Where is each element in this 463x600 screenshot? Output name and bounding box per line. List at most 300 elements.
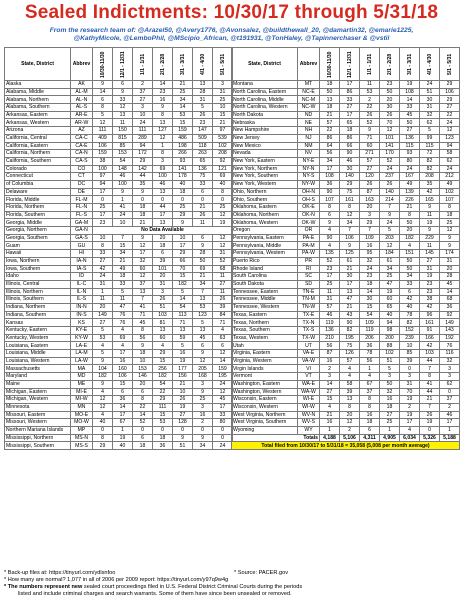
count-cell: 57 <box>340 357 360 365</box>
count-cell: 115 <box>420 142 440 150</box>
count-cell: 6 <box>360 426 380 434</box>
count-cell: 8 <box>153 111 173 119</box>
count-cell: 9 <box>133 234 153 242</box>
count-cell: 29 <box>440 96 460 104</box>
count-cell: 6 <box>193 234 213 242</box>
district-name: Michigan, Eastern <box>5 388 71 396</box>
count-cell: 4 <box>213 327 233 335</box>
count-cell: 172 <box>133 150 153 158</box>
count-cell: 210 <box>320 334 340 342</box>
count-cell: 14 <box>113 403 133 411</box>
district-abbrev: CA-C <box>71 134 93 142</box>
count-cell: 90 <box>320 234 340 242</box>
count-cell: 52 <box>320 257 340 265</box>
count-cell: 11 <box>213 273 233 281</box>
count-cell: 38 <box>420 296 440 304</box>
district-name: Arizona <box>5 127 71 135</box>
count-cell: 11 <box>193 219 213 227</box>
count-cell: 37 <box>133 88 153 96</box>
count-cell: 11 <box>360 81 380 89</box>
count-cell: 71 <box>173 319 193 327</box>
count-cell: 94 <box>440 142 460 150</box>
district-abbrev: OR <box>298 227 320 235</box>
district-abbrev: GA-N <box>71 227 93 235</box>
district-abbrev: OK-N <box>298 211 320 219</box>
count-cell: 136 <box>193 165 213 173</box>
district-name: Idaho <box>5 273 71 281</box>
table-row <box>5 173 233 181</box>
district-name: Oklahoma, Eastern <box>232 204 298 212</box>
count-cell: 0 <box>193 426 213 434</box>
count-cell: 17 <box>340 280 360 288</box>
table-row <box>5 250 233 258</box>
count-cell: 13 <box>193 296 213 304</box>
district-name: Ohio, Southern <box>232 196 298 204</box>
count-cell: 54 <box>153 380 173 388</box>
count-cell: 237 <box>380 173 400 181</box>
count-cell: 128 <box>173 419 193 427</box>
count-cell: 182 <box>93 373 113 381</box>
count-cell: 0 <box>213 434 233 442</box>
district-name: Pennsylvania, Middle <box>232 242 298 250</box>
count-cell: 26 <box>153 296 173 304</box>
count-cell: 198 <box>173 142 193 150</box>
district-abbrev: WA-W <box>298 388 320 396</box>
no-data-cell: No Data Available <box>93 227 233 235</box>
table-row <box>232 104 460 112</box>
count-cell: 30 <box>420 96 440 104</box>
count-cell: 127 <box>153 127 173 135</box>
count-cell: 160 <box>113 365 133 373</box>
count-cell: 42 <box>420 303 440 311</box>
count-cell: 44 <box>420 357 440 365</box>
total-cell: 4,905 <box>380 434 400 442</box>
count-cell: 28 <box>193 250 213 258</box>
count-cell: 126 <box>340 350 360 358</box>
count-cell: 11 <box>213 288 233 296</box>
count-cell: 21 <box>340 303 360 311</box>
district-abbrev: OH-N <box>298 188 320 196</box>
count-cell: 12 <box>213 211 233 219</box>
table-row <box>5 134 233 142</box>
district-name: Ohio, Northern <box>232 188 298 196</box>
district-abbrev: MP <box>71 426 93 434</box>
count-cell: 42 <box>400 296 420 304</box>
count-cell: 50 <box>320 88 340 96</box>
count-cell: 17 <box>320 165 340 173</box>
district-name: New York, Eastern <box>232 157 298 165</box>
count-cell: 37 <box>360 388 380 396</box>
district-abbrev: OK-E <box>298 204 320 212</box>
count-cell: 14 <box>400 96 420 104</box>
count-cell: 24 <box>380 165 400 173</box>
count-cell: 17 <box>340 111 360 119</box>
district-name: New Jersey <box>232 134 298 142</box>
count-cell: 27 <box>420 257 440 265</box>
count-cell: 27 <box>133 96 153 104</box>
count-cell: 47 <box>113 303 133 311</box>
count-cell: 5 <box>173 288 193 296</box>
count-cell: 30 <box>340 273 360 281</box>
count-cell: 14 <box>173 104 193 112</box>
district-abbrev: WI-E <box>298 396 320 404</box>
district-name: New York, Southern <box>232 173 298 181</box>
count-cell: 21 <box>113 257 133 265</box>
count-cell: 15 <box>153 411 173 419</box>
district-abbrev: IL-C <box>71 280 93 288</box>
table-row <box>232 227 460 235</box>
table-row <box>5 196 233 204</box>
count-cell: 40 <box>113 442 133 450</box>
count-cell: 50 <box>400 219 420 227</box>
district-abbrev: LA-E <box>71 342 93 350</box>
district-name: Delaware <box>5 188 71 196</box>
table-row <box>232 242 460 250</box>
count-cell: 56 <box>320 150 340 158</box>
count-cell: 24 <box>93 273 113 281</box>
count-cell: 0 <box>93 196 113 204</box>
table-row <box>5 334 233 342</box>
left-table <box>4 47 233 450</box>
totals-label: Totals <box>232 434 320 442</box>
count-cell: 21 <box>320 411 340 419</box>
count-cell: 52 <box>380 157 400 165</box>
count-cell: 39 <box>400 357 420 365</box>
district-abbrev: MD <box>71 373 93 381</box>
right-table <box>231 47 460 450</box>
count-cell: 92 <box>213 157 233 165</box>
count-cell: 33 <box>113 96 133 104</box>
count-cell: 64 <box>320 142 340 150</box>
district-abbrev: GA-S <box>71 234 93 242</box>
count-cell: 8 <box>93 434 113 442</box>
count-cell: 29 <box>93 442 113 450</box>
count-cell: 23 <box>420 280 440 288</box>
count-cell: 0 <box>440 388 460 396</box>
table-row <box>5 265 233 273</box>
count-cell: 146 <box>133 373 153 381</box>
district-name: Kentucky, Eastern <box>5 327 71 335</box>
count-cell: 13 <box>193 81 213 89</box>
district-name: Georgia, Southern <box>5 234 71 242</box>
count-cell: 18 <box>340 127 360 135</box>
table-row <box>5 96 233 104</box>
district-name: Puerto Rico <box>232 257 298 265</box>
district-abbrev: MT <box>298 81 320 89</box>
count-cell: 14 <box>133 411 153 419</box>
count-cell: 142 <box>133 165 153 173</box>
count-cell: 29 <box>133 157 153 165</box>
count-cell: 22 <box>133 403 153 411</box>
count-cell: 163 <box>360 196 380 204</box>
count-cell: 1 <box>93 288 113 296</box>
count-cell: 9 <box>193 388 213 396</box>
district-name: Indiana, Southern <box>5 311 71 319</box>
count-cell: 11 <box>113 296 133 304</box>
count-cell: 53 <box>93 334 113 342</box>
count-cell: 24 <box>400 165 420 173</box>
count-cell: 12 <box>133 273 153 281</box>
count-cell: 5 <box>380 227 400 235</box>
district-abbrev: MO-E <box>71 411 93 419</box>
count-cell: 22 <box>360 104 380 112</box>
table-row <box>232 311 460 319</box>
count-cell: 6 <box>193 188 213 196</box>
district-abbrev: NY-E <box>298 157 320 165</box>
count-cell: 226 <box>400 196 420 204</box>
count-cell: 62 <box>420 119 440 127</box>
district-name: Louisiana, Eastern <box>5 342 71 350</box>
district-abbrev: IL-N <box>71 288 93 296</box>
table-row <box>5 273 233 281</box>
district-abbrev: TN-M <box>298 296 320 304</box>
district-abbrev: NH <box>298 127 320 135</box>
district-abbrev: MN <box>71 403 93 411</box>
count-cell: 141 <box>173 165 193 173</box>
district-abbrev: DE <box>71 188 93 196</box>
count-cell: 0 <box>213 196 233 204</box>
count-cell: 102 <box>440 188 460 196</box>
count-cell: 182 <box>153 373 173 381</box>
count-cell: 13 <box>340 396 360 404</box>
district-name: Louisiana, Middle <box>5 350 71 358</box>
table-row <box>232 426 460 434</box>
district-abbrev: UT <box>298 342 320 350</box>
count-cell: 18 <box>113 273 133 281</box>
count-cell: 6 <box>193 342 213 350</box>
count-cell: 29 <box>360 219 380 227</box>
count-cell: 0 <box>213 426 233 434</box>
count-cell: 103 <box>153 311 173 319</box>
count-cell: 5 <box>193 104 213 112</box>
district-abbrev: FL-M <box>71 196 93 204</box>
district-abbrev: VT <box>298 373 320 381</box>
count-cell: 25 <box>173 204 193 212</box>
count-cell: 7 <box>133 296 153 304</box>
count-cell: 9 <box>173 434 193 442</box>
count-cell: 200 <box>380 334 400 342</box>
count-cell: 10 <box>400 342 420 350</box>
count-cell: 45 <box>133 319 153 327</box>
district-abbrev: AK <box>71 81 93 89</box>
count-cell: 409 <box>93 134 113 142</box>
count-cell: 21 <box>173 380 193 388</box>
count-cell: 18 <box>133 350 153 358</box>
header-state: State, District <box>5 48 71 81</box>
district-abbrev: SD <box>298 280 320 288</box>
table-row <box>5 303 233 311</box>
count-cell: 56 <box>133 334 153 342</box>
count-cell: 13 <box>153 327 173 335</box>
count-cell: 20 <box>360 204 380 212</box>
table-row <box>232 403 460 411</box>
district-name: Virgin Islands <box>232 365 298 373</box>
table-row <box>232 380 460 388</box>
district-name: Minnesota <box>5 403 71 411</box>
count-cell: 170 <box>380 150 400 158</box>
count-cell: 60 <box>360 142 380 150</box>
count-cell: 29 <box>440 81 460 89</box>
count-cell: 15 <box>213 111 233 119</box>
count-cell: 11 <box>420 211 440 219</box>
district-name: Connecticut <box>5 173 71 181</box>
count-cell: 111 <box>153 403 173 411</box>
count-cell: 12 <box>340 211 360 219</box>
count-cell: 9 <box>360 127 380 135</box>
district-name: Florida, Southern <box>5 211 71 219</box>
count-cell: 24 <box>380 219 400 227</box>
count-cell: 111 <box>133 127 153 135</box>
count-cell: 106 <box>440 88 460 96</box>
count-cell: 509 <box>193 134 213 142</box>
count-cell: 102 <box>213 142 233 150</box>
count-cell: 7 <box>420 365 440 373</box>
count-cell: 34 <box>193 442 213 450</box>
district-abbrev: NJ <box>298 134 320 142</box>
header-month: 5/1 - 5/31 <box>440 48 460 81</box>
district-abbrev: PA-M <box>298 242 320 250</box>
credit-block <box>4 27 459 44</box>
count-cell: 3 <box>153 157 173 165</box>
count-cell: 4 <box>113 327 133 335</box>
district-name: of Columbia <box>5 180 71 188</box>
district-abbrev: ME <box>71 380 93 388</box>
count-cell: 60 <box>153 334 173 342</box>
count-cell: 32 <box>133 257 153 265</box>
count-cell: 40 <box>380 311 400 319</box>
count-cell: 91 <box>420 327 440 335</box>
district-abbrev: CA-S <box>71 157 93 165</box>
count-cell: 42 <box>420 342 440 350</box>
count-cell: 33 <box>340 96 360 104</box>
district-name: South Dakota <box>232 280 298 288</box>
district-name: Mississippi, Southern <box>5 442 71 450</box>
count-cell: 119 <box>360 327 380 335</box>
count-cell: 45 <box>193 334 213 342</box>
header-month: 12/1 - 12/31 <box>113 48 133 81</box>
count-cell: 32 <box>440 357 460 365</box>
count-cell: 6 <box>400 288 420 296</box>
table-row <box>232 111 460 119</box>
count-cell: 70 <box>400 388 420 396</box>
district-name: Illinois, Central <box>5 280 71 288</box>
count-cell: 66 <box>340 142 360 150</box>
district-abbrev: ID <box>71 273 93 281</box>
district-name: Texas, Northern <box>232 319 298 327</box>
count-cell: 27 <box>320 388 340 396</box>
count-cell: 57 <box>360 157 380 165</box>
count-cell: 31 <box>420 265 440 273</box>
count-cell: 58 <box>440 150 460 158</box>
count-cell: 2 <box>133 81 153 89</box>
district-abbrev: KS <box>71 319 93 327</box>
count-cell: 8 <box>93 242 113 250</box>
count-cell: 148 <box>113 165 133 173</box>
count-cell: 57 <box>320 303 340 311</box>
count-cell: 12 <box>340 419 360 427</box>
count-cell: 40 <box>173 180 193 188</box>
count-cell: 17 <box>400 419 420 427</box>
count-cell: 1 <box>360 365 380 373</box>
table-row <box>5 157 233 165</box>
count-cell: 214 <box>380 196 400 204</box>
district-name: Alabama, Southern <box>5 104 71 112</box>
district-name: Kentucky, Western <box>5 334 71 342</box>
count-cell: 78 <box>400 311 420 319</box>
count-cell: 27 <box>93 319 113 327</box>
count-cell: 12 <box>93 396 113 404</box>
count-cell: 97 <box>213 127 233 135</box>
count-cell: 2 <box>400 403 420 411</box>
table-row <box>5 319 233 327</box>
count-cell: 17 <box>153 211 173 219</box>
table-row <box>5 426 233 434</box>
count-cell: 139 <box>400 188 420 196</box>
count-cell: 24 <box>360 265 380 273</box>
count-cell: 80 <box>213 419 233 427</box>
count-cell: 36 <box>440 303 460 311</box>
district-abbrev: WI-W <box>298 403 320 411</box>
count-cell: 18 <box>133 204 153 212</box>
count-cell: 67 <box>360 380 380 388</box>
district-name: California, Southern <box>5 157 71 165</box>
count-cell: 58 <box>340 380 360 388</box>
count-cell: 31 <box>153 280 173 288</box>
footnote-1 <box>4 570 459 577</box>
count-cell: 8 <box>360 403 380 411</box>
count-cell: 32 <box>360 257 380 265</box>
district-abbrev: WV-N <box>298 411 320 419</box>
count-cell: 19 <box>420 219 440 227</box>
district-name: Oklahoma, Western <box>232 219 298 227</box>
count-cell: 8 <box>440 204 460 212</box>
count-cell: 19 <box>400 411 420 419</box>
count-cell: 86 <box>340 88 360 96</box>
district-abbrev: ND <box>298 111 320 119</box>
count-cell: 15 <box>153 357 173 365</box>
count-cell: 84 <box>213 311 233 319</box>
count-cell: 9 <box>320 219 340 227</box>
table-row <box>5 419 233 427</box>
count-cell: 13 <box>320 96 340 104</box>
count-cell: 7 <box>420 403 440 411</box>
count-cell: 9 <box>113 188 133 196</box>
table-row <box>232 173 460 181</box>
table-row <box>5 342 233 350</box>
count-cell: 39 <box>340 388 360 396</box>
count-cell: 31 <box>213 250 233 258</box>
count-cell: 156 <box>173 373 193 381</box>
count-cell: 24 <box>113 211 133 219</box>
table-row <box>232 303 460 311</box>
count-cell: 12 <box>113 104 133 112</box>
count-cell: 92 <box>440 311 460 319</box>
count-cell: 39 <box>213 303 233 311</box>
district-name: New Mexico <box>232 142 298 150</box>
count-cell: 9 <box>380 211 400 219</box>
district-abbrev: VA-W <box>298 357 320 365</box>
count-cell: 3 <box>400 373 420 381</box>
district-abbrev: OK-W <box>298 219 320 227</box>
table-row <box>232 157 460 165</box>
count-cell: 31 <box>400 380 420 388</box>
count-cell: 9 <box>113 88 133 96</box>
count-cell: 59 <box>173 334 193 342</box>
count-cell: 174 <box>440 250 460 258</box>
count-cell: 10 <box>173 234 193 242</box>
count-cell: 31 <box>93 280 113 288</box>
district-abbrev: AR-E <box>71 111 93 119</box>
